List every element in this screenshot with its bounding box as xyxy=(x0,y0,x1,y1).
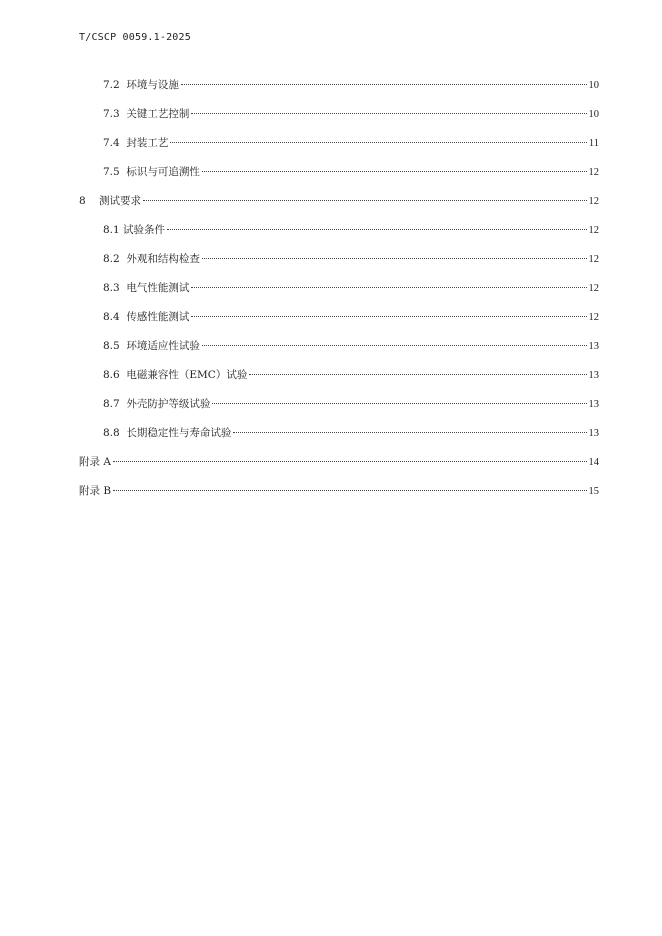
toc-dot-leader xyxy=(113,461,587,462)
document-code-header: T/CSCP 0059.1-2025 xyxy=(79,32,191,43)
toc-entry-8-6[interactable] xyxy=(79,366,599,395)
toc-dot-leader xyxy=(191,113,586,114)
toc-entry-title: 8.1 试验条件 xyxy=(103,224,166,236)
toc-dot-leader xyxy=(113,490,586,491)
toc-entry-title: 8.6 电磁兼容性（EMC）试验 xyxy=(103,369,248,381)
toc-entry-8-1[interactable] xyxy=(79,221,599,250)
toc-entry-page: 12 xyxy=(588,254,599,265)
toc-entry-7-3[interactable] xyxy=(79,105,599,134)
toc-entry-page: 10 xyxy=(588,109,599,120)
toc-entry-title: 7.2 环境与设施 xyxy=(103,79,179,91)
toc-entry-title: 8.5 环境适应性试验 xyxy=(103,340,200,352)
toc-entry-title: 8.2 外观和结构检查 xyxy=(103,253,200,265)
toc-dot-leader xyxy=(249,374,586,375)
toc-entry-title: 7.4 封装工艺 xyxy=(103,137,169,149)
toc-dot-leader xyxy=(202,258,587,259)
toc-entry-page: 15 xyxy=(588,486,599,497)
toc-dot-leader xyxy=(202,171,587,172)
toc-dot-leader xyxy=(212,403,586,404)
toc-dot-leader xyxy=(233,432,586,433)
toc-entry-page: 12 xyxy=(588,167,599,178)
toc-entry-page: 12 xyxy=(588,312,599,323)
toc-entry-page: 11 xyxy=(588,138,599,149)
toc-dot-leader xyxy=(191,316,586,317)
toc-entry-8-4[interactable] xyxy=(79,308,599,337)
toc-entry-7-5[interactable] xyxy=(79,163,599,192)
toc-dot-leader xyxy=(167,229,586,230)
toc-entry-page: 13 xyxy=(588,370,599,381)
toc-entry-7-4[interactable] xyxy=(79,134,599,163)
toc-dot-leader xyxy=(202,345,587,346)
toc-entry-8-5[interactable] xyxy=(79,337,599,366)
toc-entry-page: 13 xyxy=(588,428,599,439)
toc-entry-page: 13 xyxy=(588,399,599,410)
toc-entry-page: 13 xyxy=(588,341,599,352)
toc-dot-leader xyxy=(191,287,586,288)
toc-entry-appendix-b[interactable] xyxy=(79,482,599,511)
toc-entry-title: 8.4 传感性能测试 xyxy=(103,311,190,323)
toc-entry-title: 8.8 长期稳定性与寿命试验 xyxy=(103,427,232,439)
toc-entry-7-2[interactable] xyxy=(79,76,599,105)
toc-entry-title: 7.3 关键工艺控制 xyxy=(103,108,190,120)
toc-entry-title: 附录 A xyxy=(79,456,111,468)
toc-entry-title: 附录 B xyxy=(79,485,112,497)
toc-entry-page: 12 xyxy=(588,225,599,236)
toc-entry-title: 8 测试要求 xyxy=(79,195,142,207)
toc-dot-leader xyxy=(143,200,586,201)
toc-dot-leader xyxy=(181,84,587,85)
toc-entry-appendix-a[interactable] xyxy=(79,453,599,482)
toc-entry-page: 12 xyxy=(588,196,599,207)
toc-entry-8-7[interactable] xyxy=(79,395,599,424)
toc-entry-8[interactable] xyxy=(79,192,599,221)
table-of-contents xyxy=(79,76,599,511)
toc-entry-page: 10 xyxy=(588,80,599,91)
toc-entry-title: 7.5 标识与可追溯性 xyxy=(103,166,200,178)
toc-entry-8-3[interactable] xyxy=(79,279,599,308)
toc-entry-8-2[interactable] xyxy=(79,250,599,279)
toc-entry-title: 8.7 外壳防护等级试验 xyxy=(103,398,211,410)
toc-dot-leader xyxy=(170,142,587,143)
toc-entry-title: 8.3 电气性能测试 xyxy=(103,282,190,294)
toc-entry-page: 12 xyxy=(588,283,599,294)
toc-entry-8-8[interactable] xyxy=(79,424,599,453)
toc-entry-page: 14 xyxy=(588,457,599,468)
